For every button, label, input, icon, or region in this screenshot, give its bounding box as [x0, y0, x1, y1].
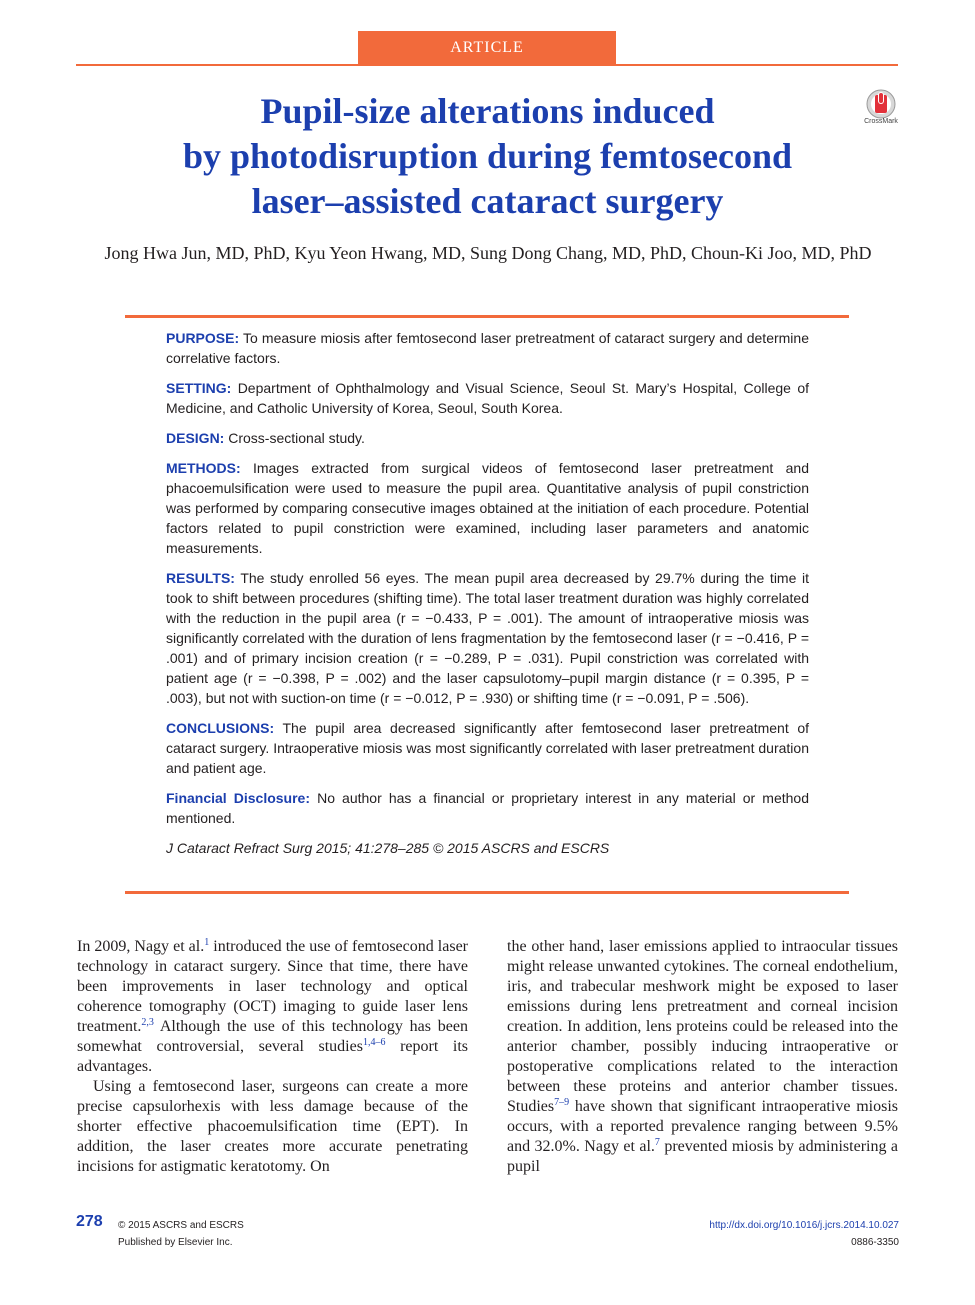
disclosure-text: No author has a financial or proprietary interest in any material or method mentioned.	[166, 790, 809, 826]
footer-copyright: © 2015 ASCRS and ESCRS	[118, 1220, 244, 1231]
issn: 0886-3350	[851, 1237, 899, 1248]
body-column-left	[77, 937, 468, 1177]
section-tag-label: ARTICLE	[450, 39, 524, 56]
header-rule	[76, 64, 898, 66]
text-run: prevented miosis by administering a pupil	[507, 1138, 899, 1175]
doi-link[interactable]: http://dx.doi.org/10.1016/j.jcrs.2014.10.027	[709, 1220, 899, 1231]
setting-label: SETTING:	[166, 380, 232, 396]
reference-link[interactable]: 1	[204, 937, 210, 948]
text-run: Although the use of this technology has been somewhat controversial, several studies	[77, 1018, 468, 1055]
conclusions-text: The pupil area decreased significantly after femtosecond laser pretreatment of cataract surgery. Intraoperative miosis was most significantly correlated with laser pretreatment duration and patient age.	[166, 720, 809, 776]
body-column-right	[507, 937, 898, 1177]
setting-text: Department of Ophthalmology and Visual Science, Seoul St. Mary’s Hospital, College of Medicine, and Catholic University of Korea, Seoul, South Korea.	[166, 380, 809, 416]
section-tag	[358, 31, 616, 65]
results-label: RESULTS:	[166, 570, 235, 586]
text-run: have shown that significant intraoperative miosis occurs, with a reported prevalence ranging between 9.5% and 32.0%. Nagy et al.	[507, 1098, 898, 1155]
text-run: the other hand, laser emissions applied to intraocular tissues might release unwanted cytokines. The corneal endothelium, iris, and trabecular meshwork might be exposed to laser emissions during lens pretreatment and corneal incision creation. In addition, lens proteins could be released into the anterior chamber, possibly inducing intraoperative or postoperative complications related to the interaction between these proteins and anterior chamber tissues. Studies	[507, 938, 898, 1115]
footer-left	[118, 1217, 244, 1251]
purpose-text: To measure miosis after femtosecond laser pretreatment of cataract surgery and determine correlative factors.	[166, 330, 809, 366]
abstract-bottom-rule	[125, 891, 849, 894]
authors: Jong Hwa Jun, MD, PhD, Kyu Yeon Hwang, MD, Sung Dong Chang, MD, PhD, Choun-Ki Joo, MD, PhD	[104, 243, 872, 263]
abstract-conclusions	[166, 718, 809, 778]
journal-citation: J Cataract Refract Surg 2015; 41:278–285 © 2015 ASCRS and ESCRS	[166, 840, 610, 856]
text-run: In 2009, Nagy et al.	[77, 938, 205, 955]
footer-publisher: Published by Elsevier Inc.	[118, 1237, 233, 1248]
paragraph	[507, 937, 898, 1177]
paragraph: Using a femtosecond laser, surgeons can create a more precise capsulorhexis with less damage because of the shorter effective phacoemulsification time (EPT). In addition, the laser creates more accurate penetrating incisions for astigmatic keratotomy. On	[77, 1078, 468, 1175]
text-run: introduced the use of femtosecond laser technology in cataract surgery. Since that time, there have been improvements in laser technology and optical coherence tomography (OCT) imaging to guide laser lens treatment.	[77, 938, 469, 1035]
results-text: The study enrolled 56 eyes. The mean pupil area decreased by 29.7% during the time it took to shift between procedures (shifting time). The total laser treatment duration was highly correlated with the reduction in the pupil area (r = −0.433, P = .001). The amount of intraoperative miosis was significantly correlated with the duration of lens fragmentation by the femtosecond laser (r = −0.416, P = .001) and of primary incision creation (r = −0.289, P = .031). Pupil constriction was correlated with patient age (r = −0.398, P = .002) and the laser capsulotomy–pupil margin distance (r = 0.395, P = .003), but not with suction-on time (r = −0.012, P = .930) or shifting time (r = −0.091, P = .506).	[166, 570, 809, 706]
footer-right	[709, 1217, 899, 1251]
reference-link[interactable]: 7–9	[554, 1097, 570, 1108]
paragraph	[77, 937, 468, 1077]
abstract	[166, 328, 809, 868]
article-title	[100, 89, 875, 224]
abstract-purpose	[166, 328, 809, 368]
crossmark-label: CrossMark	[864, 118, 898, 125]
reference-link[interactable]: 2,3	[141, 1017, 154, 1028]
title-line-2: by photodisruption during femtosecond	[182, 136, 793, 176]
abstract-methods	[166, 458, 809, 558]
abstract-results	[166, 568, 809, 708]
purpose-label: PURPOSE:	[166, 330, 240, 346]
methods-text: Images extracted from surgical videos of femtosecond laser pretreatment and phacoemulsification were used to measure the pupil area. Quantitative analysis of pupil constriction was performed by comparing consecutive images obtained at the initiation of each procedure. Potential factors related to pupil constriction were examined, including laser parameters and anatomic measurements.	[166, 460, 809, 556]
abstract-setting	[166, 378, 809, 418]
methods-label: METHODS:	[166, 460, 241, 476]
abstract-top-rule	[125, 315, 849, 318]
disclosure-label: Financial Disclosure:	[166, 790, 311, 806]
conclusions-label: CONCLUSIONS:	[166, 720, 275, 736]
reference-link[interactable]: 7	[654, 1137, 660, 1148]
design-label: DESIGN:	[166, 430, 225, 446]
text-run: report its advantages.	[77, 1038, 468, 1075]
title-line-3: laser–assisted cataract surgery	[251, 181, 724, 221]
title-line-1: Pupil-size alterations induced	[260, 91, 715, 131]
design-text: Cross-sectional study.	[224, 430, 365, 446]
page-number: 278	[76, 1213, 103, 1230]
reference-link[interactable]: 1,4–6	[362, 1037, 386, 1048]
abstract-disclosure	[166, 788, 809, 828]
abstract-design	[166, 428, 809, 448]
